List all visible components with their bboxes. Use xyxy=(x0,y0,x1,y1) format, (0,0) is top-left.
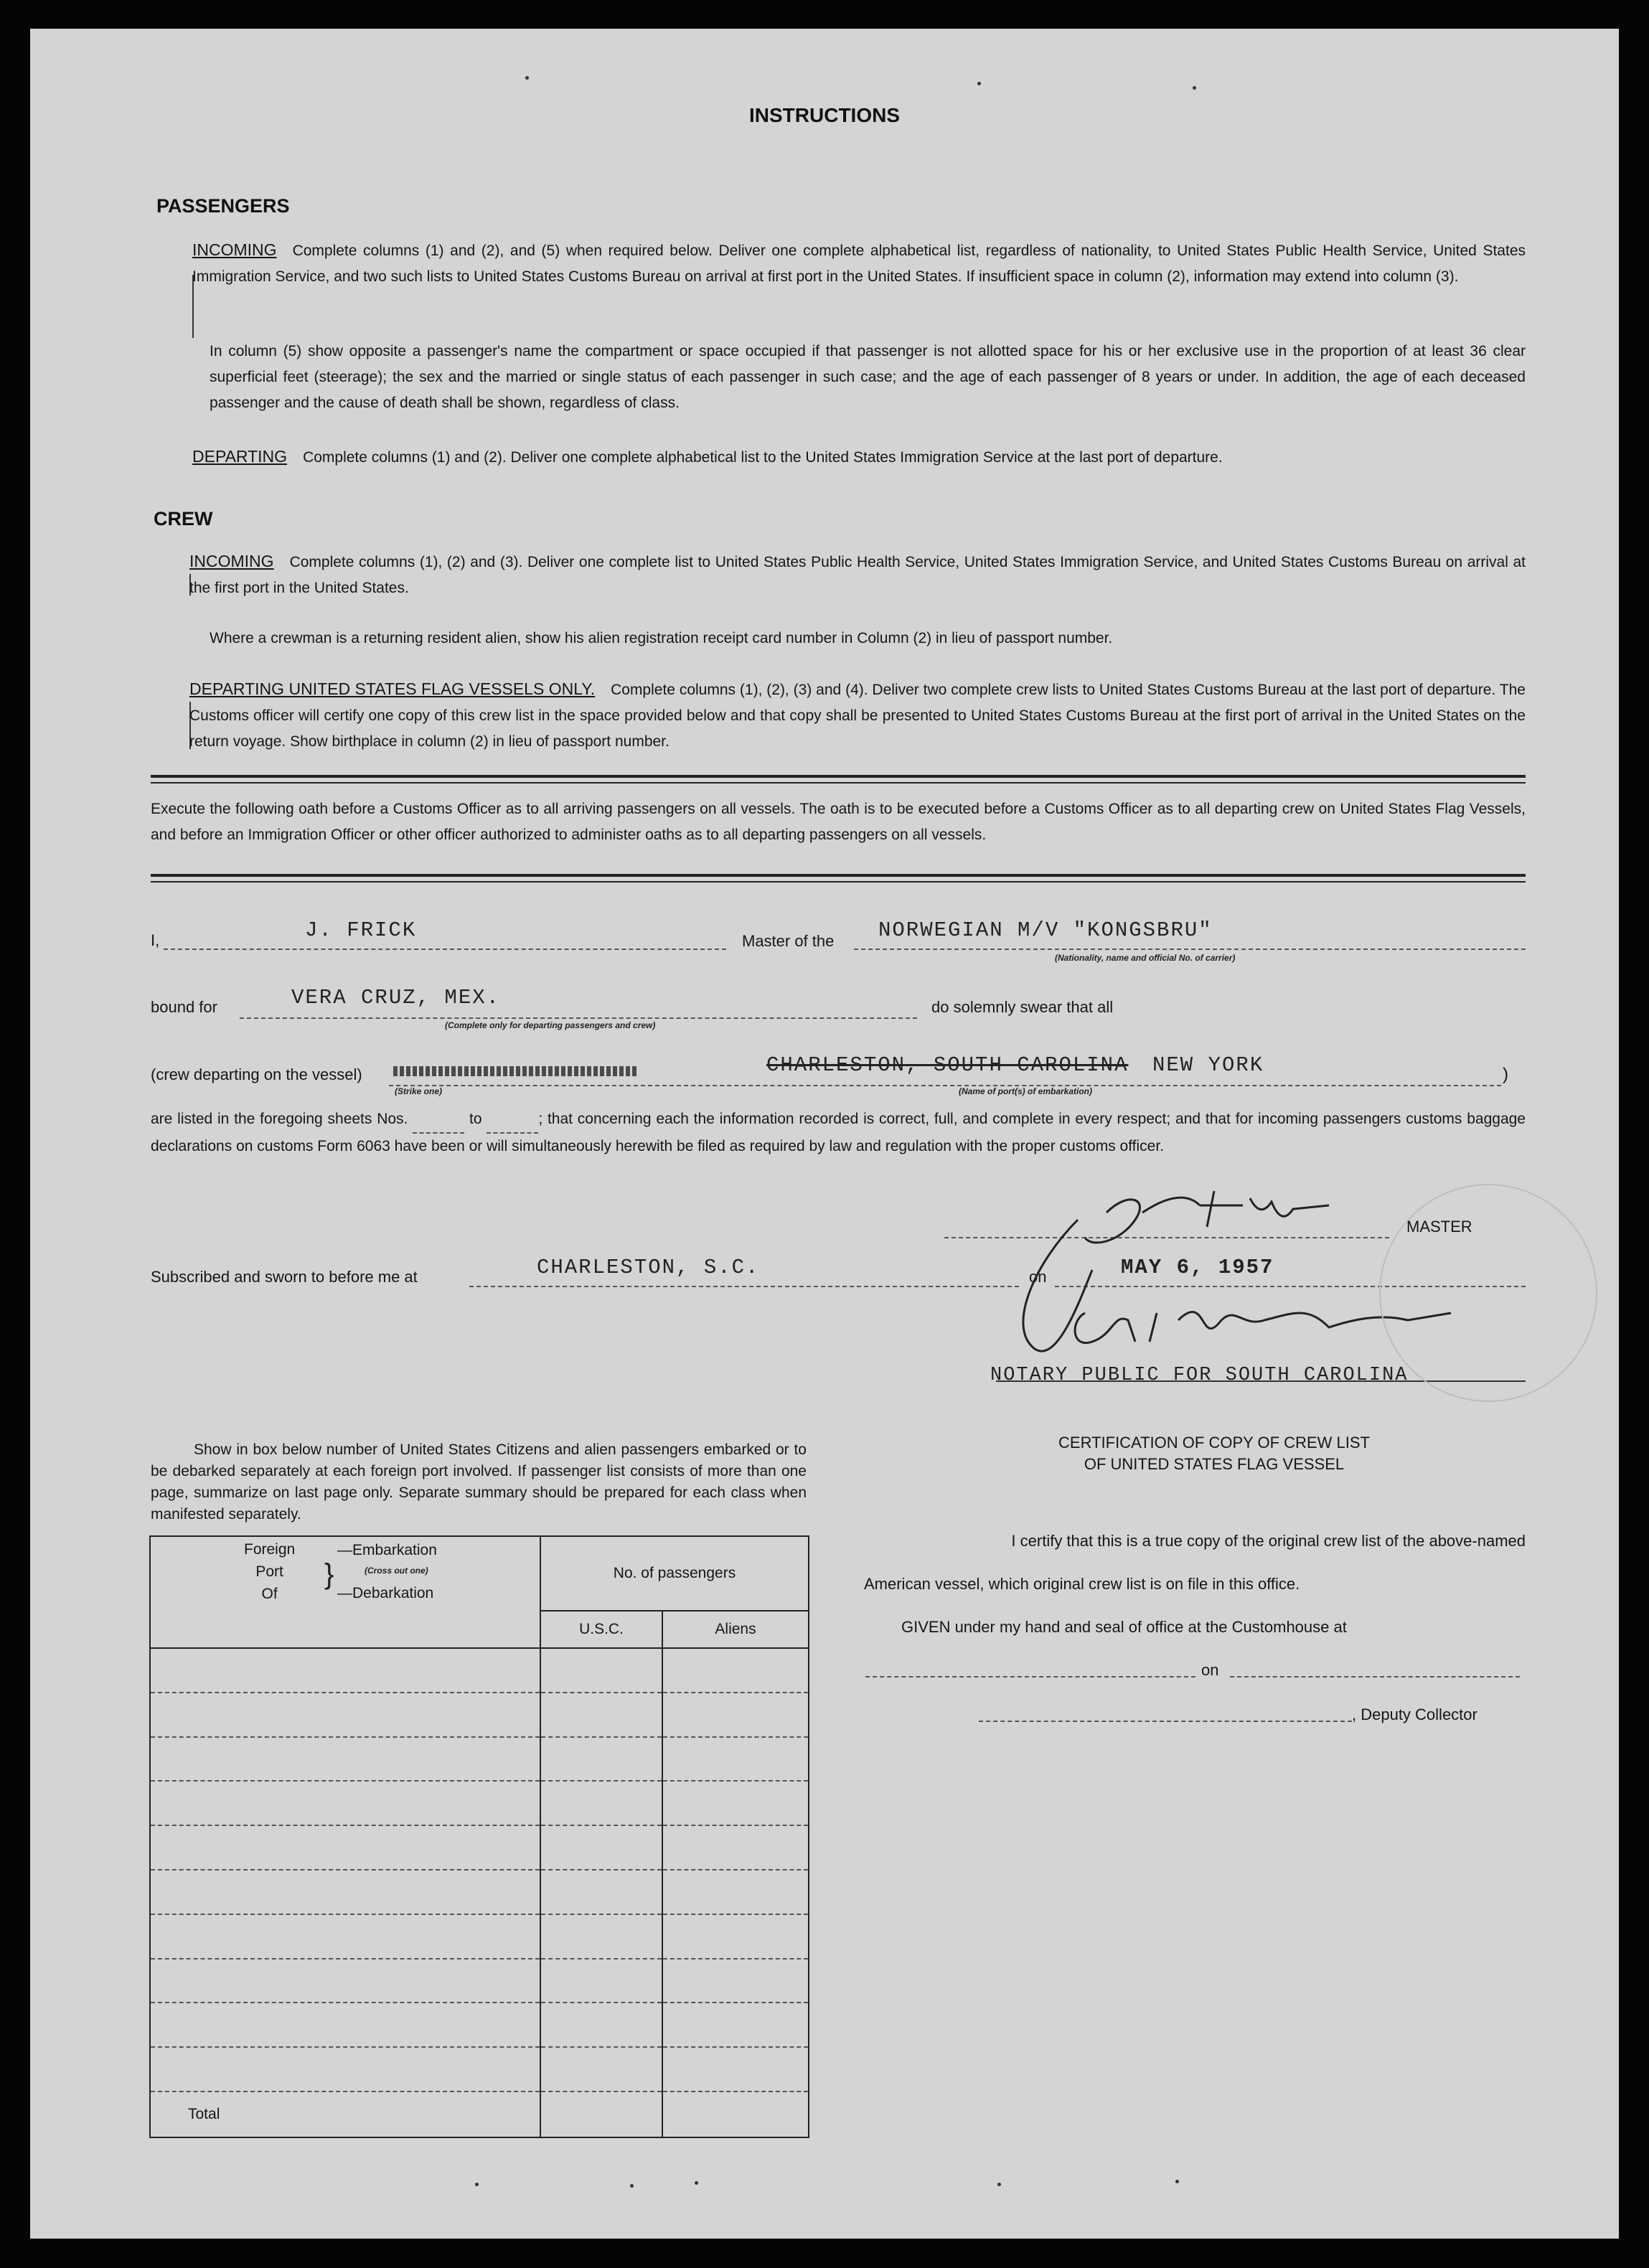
deputy-collector-label: , Deputy Collector xyxy=(1352,1705,1477,1723)
crew-departing-text: Complete columns (1), (2), (3) and (4). Deliver two complete crew lists to United States Customs Bureau at the last port of departure. The Customs officer will certify one copy of this crew list in the space provided below and that copy shall be presented to United States Customs Bureau at the first port of arrival in the United States on the return voyage. Show birthplace in column (2) in lieu of passport number. xyxy=(189,682,1526,750)
subscribed-label: Subscribed and sworn to before me at xyxy=(151,1268,418,1286)
master-of-label: Master of the xyxy=(742,932,835,950)
total-usc xyxy=(540,2091,662,2137)
master-name: J. FRICK xyxy=(305,918,417,942)
port-struck: CHARLESTON, SOUTH CAROLINA xyxy=(766,1053,1129,1077)
brace: } xyxy=(324,1558,334,1590)
summary-row-port xyxy=(150,1959,540,2003)
summary-row-aliens xyxy=(662,2003,809,2047)
summary-row-port xyxy=(150,1648,540,1693)
summary-row-usc xyxy=(540,1870,662,1914)
summary-row-usc xyxy=(540,2047,662,2091)
certification-line3: GIVEN under my hand and seal of office at the Customhouse at xyxy=(901,1618,1347,1636)
divider xyxy=(151,881,1526,883)
summary-row-aliens xyxy=(662,1914,809,1959)
certification-title xyxy=(891,1432,1537,1475)
summary-row-usc xyxy=(540,1914,662,1959)
no-passengers-header xyxy=(540,1536,809,1611)
summary-row-aliens xyxy=(662,1781,809,1825)
sheet-to-field xyxy=(487,1106,538,1134)
certification-line1: I certify that this is a true copy of the original crew list of the above-named xyxy=(1011,1532,1526,1550)
crew-incoming-text: Complete columns (1), (2) and (3). Deliver one complete list to United States Public Health Service, United States Immigration Service, and United States Customs Bureau on arrival at the first port in the United States. xyxy=(189,554,1526,596)
passengers-incoming-text: Complete columns (1) and (2), and (5) when required below. Deliver one complete alphabetical list, regardless of nationality, to United States Public Health Service, United States Immigration Service, and two such lists to United States Customs Bureau on arrival at first port in the United States. If insufficient space in column (2), information may extend into column (3). xyxy=(192,243,1526,285)
summary-row-port xyxy=(150,1914,540,1959)
no-passengers-label: No. of passengers xyxy=(613,1565,736,1581)
crew-heading: CREW xyxy=(154,508,213,530)
summary-row-aliens xyxy=(662,1648,809,1693)
summary-row-port xyxy=(150,1693,540,1737)
crew-incoming-paragraph xyxy=(189,548,1526,601)
scan-mark xyxy=(695,2181,698,2185)
summary-row-usc xyxy=(540,1737,662,1782)
summary-row-port xyxy=(150,2047,540,2091)
strike-out-mark xyxy=(393,1066,637,1076)
sheets-label: are listed in the foregoing sheets Nos. xyxy=(151,1111,408,1127)
master-name-field xyxy=(164,920,726,950)
summary-row-aliens xyxy=(662,1825,809,1870)
embarkation-label: —Embarkation xyxy=(337,1542,437,1558)
crew-departing-label: DEPARTING UNITED STATES FLAG VESSELS ONLY. xyxy=(189,679,596,698)
master-label: MASTER xyxy=(1406,1218,1472,1236)
notary-title: NOTARY PUBLIC FOR SOUTH CAROLINA xyxy=(990,1365,1409,1386)
summary-row-usc xyxy=(540,1648,662,1693)
page-title: INSTRUCTIONS xyxy=(749,104,900,126)
passengers-departing-text: Complete columns (1) and (2). Deliver one complete alphabetical list to the United States Immigration Service at the last port of departure. xyxy=(303,449,1223,466)
cross-out-label: (Cross out one) xyxy=(365,1566,428,1576)
crew-resident-text: Where a crewman is a returning resident alien, show his alien registration receipt card number in Column (2) in lieu of passport number. xyxy=(210,630,1113,646)
close-paren: ) xyxy=(1503,1065,1508,1084)
scan-mark xyxy=(1175,2180,1179,2183)
foreign-port-label xyxy=(244,1538,295,1605)
summary-row-port xyxy=(150,1825,540,1870)
summary-row-port xyxy=(150,2003,540,2047)
summary-row-usc xyxy=(540,1959,662,2003)
crew-incoming-label: INCOMING xyxy=(189,552,274,570)
port-caption: (Name of port(s) of embarkation) xyxy=(959,1086,1093,1096)
scan-mark xyxy=(997,2183,1001,2186)
divider xyxy=(151,874,1526,877)
aliens-label: Aliens xyxy=(715,1621,756,1637)
total-label: Total xyxy=(188,2106,220,2122)
debarkation-label: —Debarkation xyxy=(337,1585,434,1601)
summary-row-port xyxy=(150,1870,540,1914)
summary-row-aliens xyxy=(662,1959,809,2003)
to-label: to xyxy=(469,1111,482,1127)
deputy-collector-signature-field xyxy=(979,1716,1352,1722)
certification-title-line2: OF UNITED STATES FLAG VESSEL xyxy=(1084,1455,1345,1473)
swear-label: do solemnly swear that all xyxy=(931,998,1114,1016)
bound-for-label: bound for xyxy=(151,998,217,1016)
port-label: Port xyxy=(255,1563,283,1580)
passengers-incoming-paragraph xyxy=(192,237,1526,290)
total-row xyxy=(150,2091,540,2137)
passenger-summary-table xyxy=(149,1535,809,2138)
certification-on-label: on xyxy=(1201,1661,1219,1679)
total-aliens xyxy=(662,2091,809,2137)
passengers-heading: PASSENGERS xyxy=(156,195,290,217)
sheet-from-field xyxy=(413,1106,464,1134)
summary-row-usc xyxy=(540,1693,662,1737)
certification-title-line1: CERTIFICATION OF COPY OF CREW LIST xyxy=(1058,1434,1370,1451)
port-new: NEW YORK xyxy=(1152,1053,1264,1077)
foreign-port-header xyxy=(150,1536,540,1648)
vessel-caption: (Nationality, name and official No. of carrier) xyxy=(1055,953,1236,963)
sheets-text: ; that concerning each the information recorded is correct, full, and complete in every respect; and that for incoming passengers customs baggage declarations on customs Form 6063 have been or will simultaneously herewith be filed as required by law and regulation with the proper customs officer. xyxy=(151,1111,1526,1154)
certification-date-field xyxy=(1230,1672,1520,1678)
summary-row-aliens xyxy=(662,1870,809,1914)
passengers-departing-label: DEPARTING xyxy=(192,447,288,466)
passengers-departing-paragraph xyxy=(192,443,1526,471)
sheets-paragraph xyxy=(151,1106,1526,1159)
oath-i-label: I, xyxy=(151,931,160,949)
usc-header xyxy=(540,1611,662,1648)
sworn-on-label: on xyxy=(1029,1268,1047,1286)
scan-mark xyxy=(475,2183,479,2186)
summary-row-aliens xyxy=(662,1737,809,1782)
summary-row-port xyxy=(150,1781,540,1825)
of-label: Of xyxy=(261,1586,278,1602)
sworn-place: CHARLESTON, S.C. xyxy=(537,1256,760,1279)
divider xyxy=(151,775,1526,778)
scan-mark xyxy=(525,76,529,80)
divider xyxy=(151,782,1526,784)
passengers-incoming-label: INCOMING xyxy=(192,240,277,259)
summary-row-port xyxy=(150,1737,540,1782)
destination-caption: (Complete only for departing passengers and crew) xyxy=(445,1020,656,1030)
destination: VERA CRUZ, MEX. xyxy=(291,986,501,1010)
usc-label: U.S.C. xyxy=(579,1621,624,1637)
summary-row-usc xyxy=(540,1825,662,1870)
vessel-name: NORWEGIAN M/V "KONGSBRU" xyxy=(878,918,1213,942)
summary-row-aliens xyxy=(662,1693,809,1737)
scan-mark xyxy=(1193,86,1196,90)
summary-row-usc xyxy=(540,1781,662,1825)
summary-instructions: Show in box below number of United States Citizens and alien passengers embarked or to be debarked separately at each foreign port involved. If passenger list consists of more than one page, summarize on last page only. Separate summary should be prepared for each class when manifested separately. xyxy=(151,1441,807,1523)
passengers-column5-text: In column (5) show opposite a passenger's name the compartment or space occupied if that passenger is not allotted space for his or her exclusive use in the proportion of at least 36 clear superficial feet (steerage); the sex and the married or single status of each passenger in such case; and the age of each passenger of 8 years or under. In addition, the age of each deceased passenger and the cause of death shall be shown, regardless of class. xyxy=(210,343,1526,411)
sworn-date: MAY 6, 1957 xyxy=(1121,1256,1274,1279)
foreign-label: Foreign xyxy=(244,1541,296,1558)
certification-place-field xyxy=(865,1672,1195,1678)
certification-line2: American vessel, which original crew list is on file in this office. xyxy=(864,1575,1300,1593)
notary-seal xyxy=(1379,1184,1597,1402)
aliens-header xyxy=(662,1611,809,1648)
summary-row-aliens xyxy=(662,2047,809,2091)
crew-departing-label: (crew departing on the vessel) xyxy=(151,1065,362,1083)
summary-row-usc xyxy=(540,2003,662,2047)
scan-mark xyxy=(630,2184,634,2188)
strike-caption: (Strike one) xyxy=(395,1086,443,1096)
crew-departing-paragraph xyxy=(189,676,1526,755)
document-page xyxy=(30,29,1619,2239)
oath-intro: Execute the following oath before a Customs Officer as to all arriving passengers on all vessels. The oath is to be executed before a Customs Officer as to all departing crew on United States Flag Vessels, and before an Immigration Officer or other officer authorized to administer oaths as to all departing passengers on all vessels. xyxy=(151,801,1526,843)
scan-mark xyxy=(977,82,981,85)
